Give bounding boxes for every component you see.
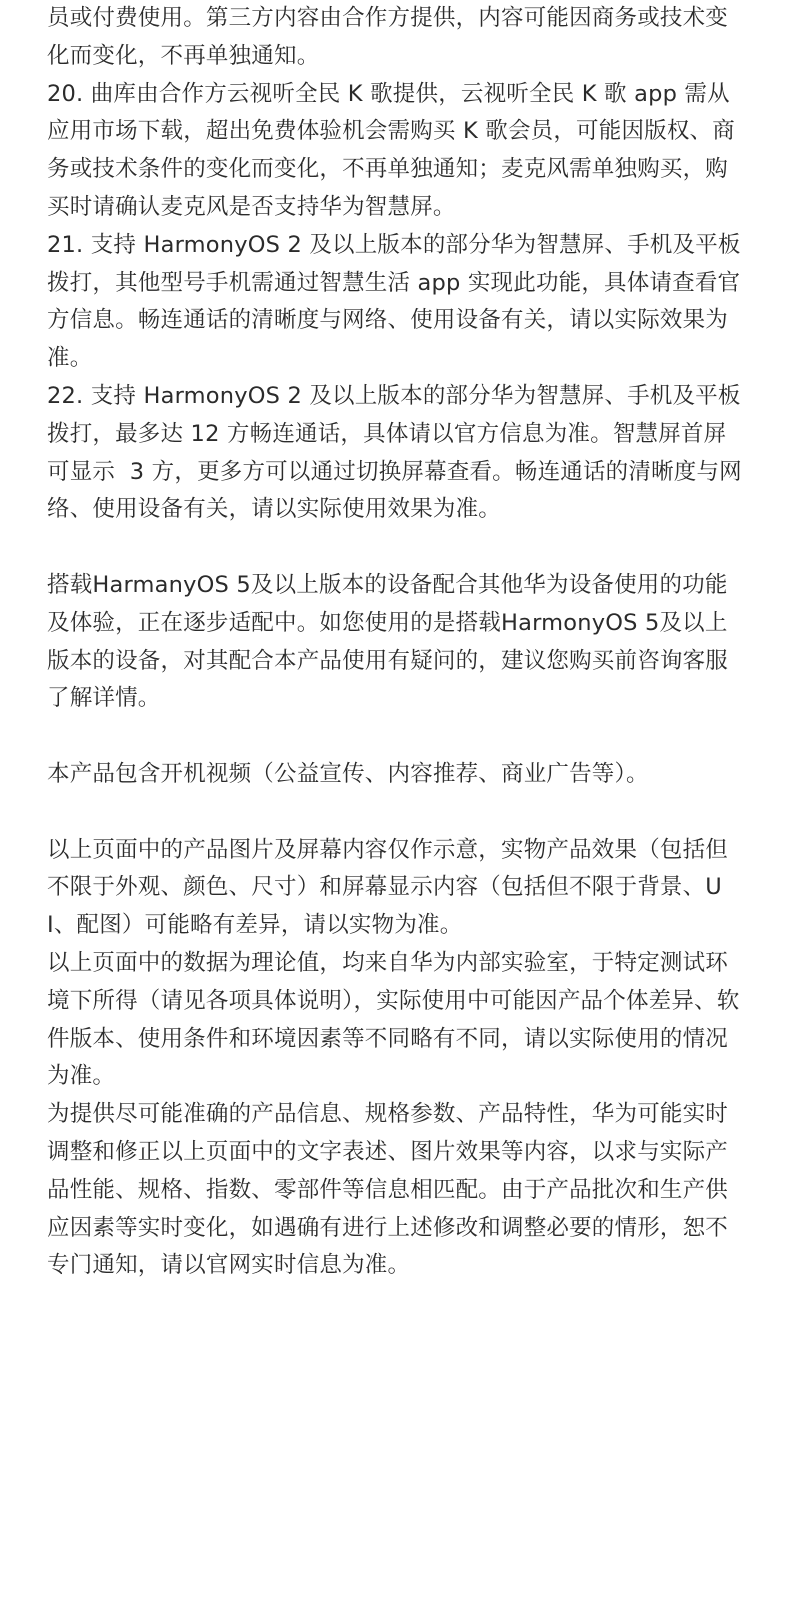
paragraph-spacer (47, 718, 747, 756)
disclaimer-content (47, 0, 747, 1285)
paragraph-spacer (47, 794, 747, 832)
paragraph-harmonyos-compat: 搭载HarmanyOS 5及以上版本的设备配合其他华为设备使用的功能及体验，正在逐步适配中。如您使用的是搭载HarmonyOS 5及以上版本的设备，对其配合本产品使用有疑问的，建议您购买前咨询客服了解详情。 (47, 571, 729, 712)
paragraph-boot-video: 本产品包含开机视频（公益宣传、内容推荐、商业广告等）。 (47, 760, 649, 787)
paragraph-data-disclaimer: 以上页面中的数据为理论值，均来自华为内部实验室，于特定测试环境下所得（请见各项具体说明），实际使用中可能因产品个体差异、软件版本、使用条件和环境因素等不同略有不同，请以实际使用的情况为准。 (47, 949, 740, 1090)
paragraph-note-21: 21. 支持 HarmonyOS 2 及以上版本的部分华为智慧屏、手机及平板拨打，其他型号手机需通过智慧生活 app 实现此功能，具体请查看官方信息。畅连通话的清晰度与网络、使用设备有关，请以实际效果为准。 (47, 231, 741, 372)
paragraph-image-disclaimer: 以上页面中的产品图片及屏幕内容仅作示意，实物产品效果（包括但不限于外观、颜色、尺寸）和屏幕显示内容（包括但不限于背景、UI、配图）可能略有差异，请以实物为准。 (47, 836, 729, 939)
paragraph-spacer (47, 529, 747, 567)
paragraph-continuation: 员或付费使用。第三方内容由合作方提供，内容可能因商务或技术变化而变化，不再单独通知。 (47, 5, 729, 69)
paragraph-note-22: 22. 支持 HarmonyOS 2 及以上版本的部分华为智慧屏、手机及平板拨打，最多达 12 方畅连通话，具体请以官方信息为准。智慧屏首屏可显示 3 方，更多方可以通过切换屏幕查看。畅连通话的清晰度与网络、使用设备有关，请以实际使用效果为准。 (47, 382, 742, 523)
paragraph-note-20: 20. 曲库由合作方云视听全民 K 歌提供，云视听全民 K 歌 app 需从应用市场下载，超出免费体验机会需购买 K 歌会员，可能因版权、商务或技术条件的变化而变化，不再单独通知；麦克风需单独购买，购买时请确认麦克风是否支持华为智慧屏。 (47, 80, 735, 220)
paragraph-adjustment-disclaimer: 为提供尽可能准确的产品信息、规格参数、产品特性，华为可能实时调整和修正以上页面中的文字表述、图片效果等内容，以求与实际产品性能、规格、指数、零部件等信息相匹配。由于产品批次和生产供应因素等实时变化，如遇确有进行上述修改和调整必要的情形，恕不专门通知，请以官网实时信息为准。 (47, 1101, 729, 1279)
